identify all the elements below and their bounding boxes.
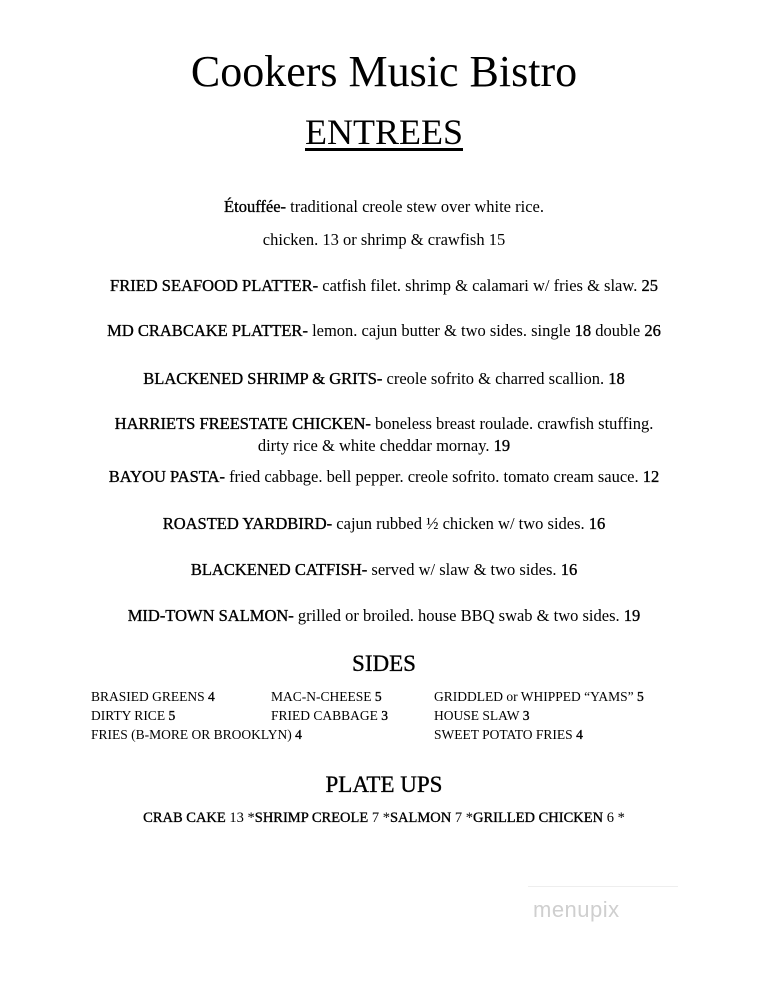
plate-up-price: 13 * (225, 810, 255, 826)
side-item (434, 726, 583, 744)
item-description: fried cabbage. bell pepper. creole sofrito. tomato cream sauce. (224, 467, 643, 486)
item-name: BLACKENED CATFISH- (190, 560, 368, 579)
item-name: Étouffée- (224, 197, 287, 216)
item-description: grilled or broiled. house BBQ swab & two sides. (293, 606, 624, 625)
item-description: creole sofrito & charred scallion. (382, 369, 609, 388)
side-item (271, 688, 382, 706)
item-description: lemon. cajun butter & two sides. single (307, 321, 575, 340)
menu-item-etouffee (0, 196, 768, 217)
plate-up-name: SHRIMP CREOLE (254, 810, 369, 826)
plate-up-name: SALMON (389, 810, 452, 826)
item-price: 19 (493, 436, 511, 455)
side-name: BRASIED GREENS (91, 689, 209, 704)
item-price-2: 26 (644, 321, 661, 340)
item-price: 12 (642, 467, 660, 486)
sides-list (91, 688, 711, 748)
side-item (91, 707, 175, 725)
menu-item-bayou-pasta (0, 466, 768, 487)
item-price-line: chicken. 13 or shrimp & crawfish 15 (262, 230, 506, 249)
side-item (434, 707, 529, 725)
item-description: served w/ slaw & two sides. (367, 560, 561, 579)
menu-item-harriets-freestate-chicken (0, 413, 768, 434)
plate-up-price: 7 * (368, 810, 390, 826)
menupix-watermark: menupix (533, 897, 620, 922)
plate-ups-heading: PLATE UPS (325, 772, 443, 797)
side-price: 3 (381, 708, 389, 723)
menu-item-blackened-shrimp-grits (0, 368, 768, 389)
side-name: FRIED CABBAGE (271, 708, 382, 723)
item-name: BLACKENED SHRIMP & GRITS- (143, 369, 383, 388)
side-name: GRIDDLED or WHIPPED “YAMS” (434, 689, 637, 704)
menu-item-etouffee-prices (0, 229, 768, 250)
side-price: 3 (522, 708, 530, 723)
side-price: 4 (576, 727, 583, 742)
restaurant-title: Cookers Music Bistro (190, 47, 578, 96)
item-description: catfish filet. shrimp & calamari w/ fries & slaw. (318, 276, 642, 295)
side-name: HOUSE SLAW (434, 708, 523, 723)
side-name: MAC-N-CHEESE (271, 689, 375, 704)
item-price: 25 (641, 276, 658, 295)
item-name: FRIED SEAFOOD PLATTER- (110, 276, 319, 295)
side-price: 5 (374, 689, 382, 704)
menu-item-fried-seafood-platter (0, 275, 768, 296)
side-name: FRIES (B-MORE OR BROOKLYN) (91, 727, 296, 742)
menu-item-mid-town-salmon (0, 605, 768, 626)
plate-up-price: 6 * (603, 810, 625, 826)
entrees-heading: ENTREES (305, 112, 463, 152)
item-price: 19 (623, 606, 641, 625)
item-description: boneless breast roulade. crawfish stuffing. (370, 414, 654, 433)
plate-up-price: 7 * (451, 810, 473, 826)
side-item (434, 688, 644, 706)
side-item (91, 726, 302, 744)
sides-heading: SIDES (352, 651, 416, 676)
plate-up-name: CRAB CAKE (143, 810, 226, 826)
plate-up-name: GRILLED CHICKEN (472, 810, 604, 826)
side-price: 5 (168, 708, 176, 723)
item-name: MD CRABCAKE PLATTER- (107, 321, 308, 340)
item-description: traditional creole stew over white rice. (286, 197, 544, 216)
item-description-2: double (591, 321, 645, 340)
item-name: BAYOU PASTA- (108, 467, 225, 486)
item-name: ROASTED YARDBIRD- (162, 514, 333, 533)
side-name: DIRTY RICE (91, 708, 169, 723)
side-item (271, 707, 388, 725)
menu-item-harriets-freestate-chicken-line2 (0, 435, 768, 456)
plate-ups-list (0, 808, 768, 828)
side-item (91, 688, 215, 706)
item-price: 18 (608, 369, 625, 388)
item-description: cajun rubbed ½ chicken w/ two sides. (332, 514, 589, 533)
side-price: 4 (295, 727, 302, 742)
side-name: SWEET POTATO FRIES (434, 727, 577, 742)
side-price: 5 (637, 689, 644, 704)
side-price: 4 (208, 689, 215, 704)
item-price: 16 (560, 560, 578, 579)
menu-item-roasted-yardbird (0, 513, 768, 534)
item-name: MID-TOWN SALMON- (127, 606, 294, 625)
item-price: 18 (574, 321, 592, 340)
item-description-2: dirty rice & white cheddar mornay. (257, 436, 494, 455)
item-price: 16 (588, 514, 606, 533)
watermark-divider (528, 886, 678, 887)
menu-item-md-crabcake-platter (0, 320, 768, 341)
item-name: HARRIETS FREESTATE CHICKEN- (114, 414, 371, 433)
menu-item-blackened-catfish (0, 559, 768, 580)
